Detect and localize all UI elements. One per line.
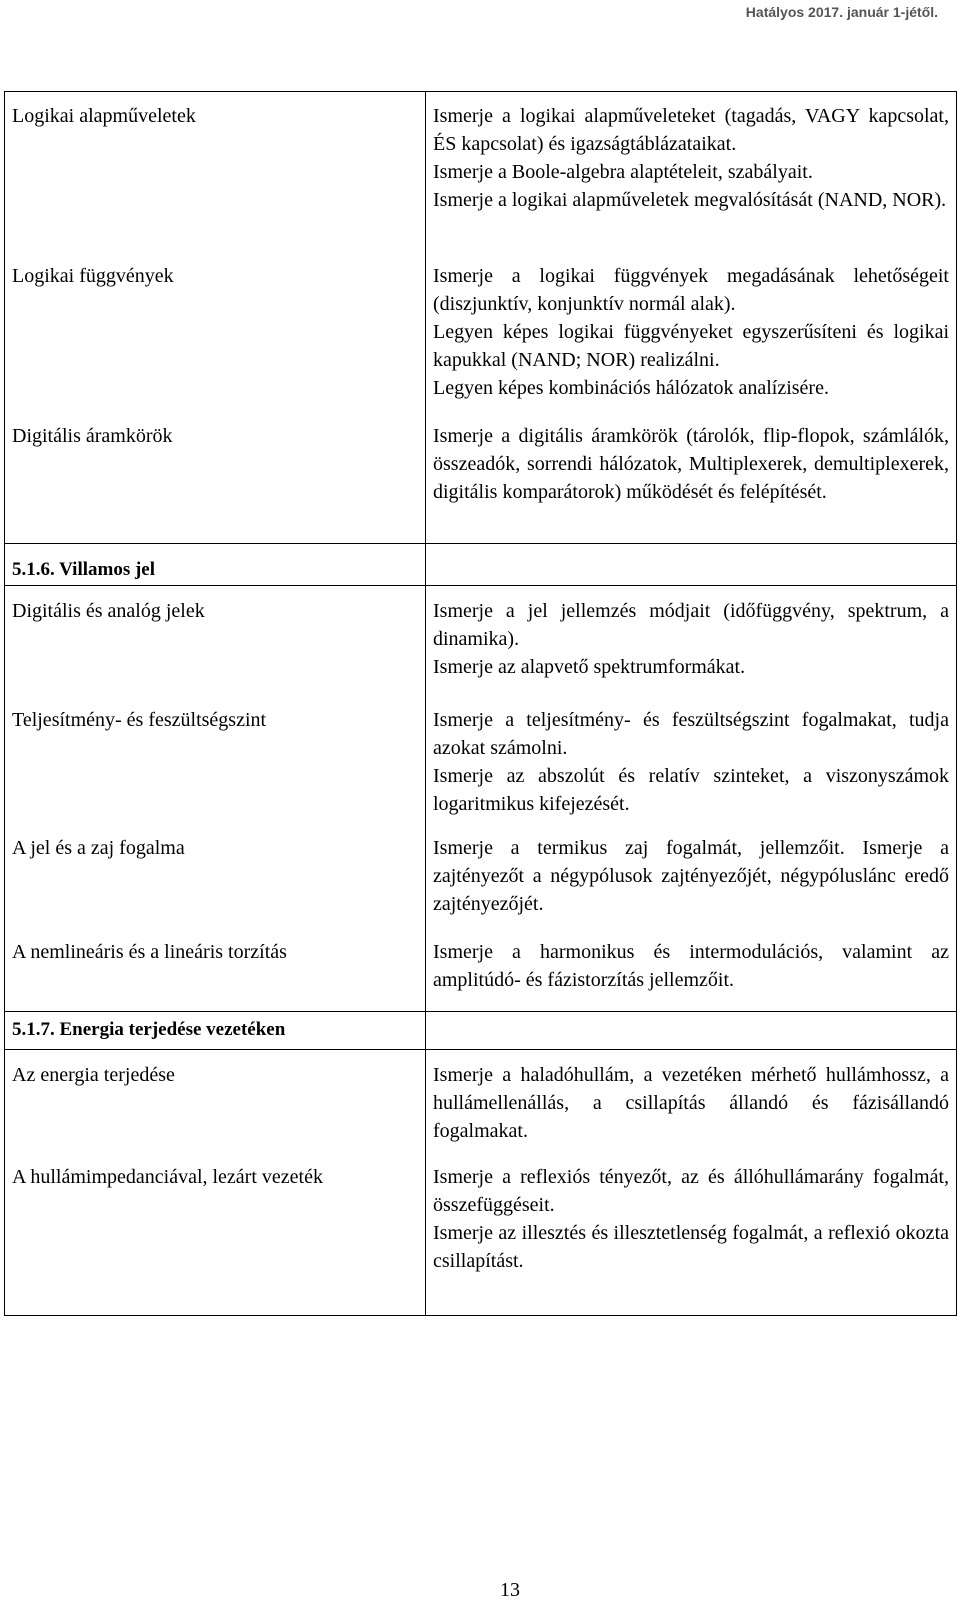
- requirement-text: Ismerje a logikai alapműveleteket (tagadás, VAGY kapcsolat, ÉS kapcsolat) és igazságtáblázataikat. Ismerje a Boole-algebra alaptételeit, szabályait. Ismerje a logikai alapműveletek megvalósítását (NAND, NOR).: [433, 105, 949, 211]
- section-heading: 5.1.6. Villamos jel: [12, 559, 156, 580]
- requirement-text: Ismerje a harmonikus és intermodulációs, valamint az amplitúdó- és fázistorzítás jellemzőit.: [433, 941, 949, 991]
- topic-label: A jel és a zaj fogalma: [12, 837, 185, 859]
- section-heading: 5.1.7. Energia terjedése vezetéken: [12, 1019, 286, 1040]
- row-divider: [5, 1049, 956, 1050]
- requirement-text: Ismerje a jel jellemzés módjait (időfüggvény, spektrum, a dinamika). Ismerje az alapvető spektrumformákat.: [433, 600, 949, 678]
- requirement-text: Ismerje a termikus zaj fogalmát, jellemzőit. Ismerje a zajtényezőt a négypólusok zajtényezőjét, négypóluslánc eredő zajtényezőjét.: [433, 837, 949, 915]
- topic-label: A hullámimpedanciával, lezárt vezeték: [12, 1166, 323, 1188]
- page-number: 13: [500, 1579, 520, 1601]
- topic-label: Az energia terjedése: [12, 1064, 175, 1086]
- row-divider: [5, 543, 956, 544]
- row-divider: [5, 1011, 956, 1012]
- topic-label: Digitális és analóg jelek: [12, 600, 205, 622]
- topic-label: Teljesítmény- és feszültségszint: [12, 709, 267, 731]
- topic-label: A nemlineáris és a lineáris torzítás: [12, 941, 287, 963]
- topic-label: Logikai függvények: [12, 265, 174, 287]
- requirement-text: Ismerje a teljesítmény- és feszültségszint fogalmakat, tudja azokat számolni. Ismerje az abszolút és relatív szinteket, a viszonyszámok logaritmikus kifejezését.: [433, 709, 949, 815]
- requirement-text: Ismerje a digitális áramkörök (tárolók, flip-flopok, számlálók, összeadók, sorrendi hálózatok, Multiplexerek, demultiplexerek, digitális komparátorok) működését és felépítését.: [433, 425, 949, 503]
- column-divider: [425, 92, 426, 1315]
- requirement-text: Ismerje a logikai függvények megadásának lehetőségeit (diszjunktív, konjunktív normál alak). Legyen képes logikai függvényeket egyszerűsíteni és logikai kapukkal (NAND; NOR) realizálni. Legyen képes kombinációs hálózatok analízisére.: [433, 265, 949, 399]
- requirement-text: Ismerje a reflexiós tényezőt, az és állóhullámarány fogalmát, összefüggéseit. Ismerje az illesztés és illesztetlenség fogalmát, a reflexió okozta csillapítást.: [433, 1166, 949, 1272]
- requirement-text: Ismerje a haladóhullám, a vezetéken mérhető hullámhossz, a hullámellenállás, a csillapítás állandó és fázisállandó fogalmakat.: [433, 1064, 949, 1142]
- topic-label: Digitális áramkörök: [12, 425, 173, 447]
- row-divider: [5, 585, 956, 586]
- curriculum-table: [4, 91, 957, 1316]
- validity-header: Hatályos 2017. január 1-jétől.: [745, 4, 938, 20]
- topic-label: Logikai alapműveletek: [12, 105, 196, 127]
